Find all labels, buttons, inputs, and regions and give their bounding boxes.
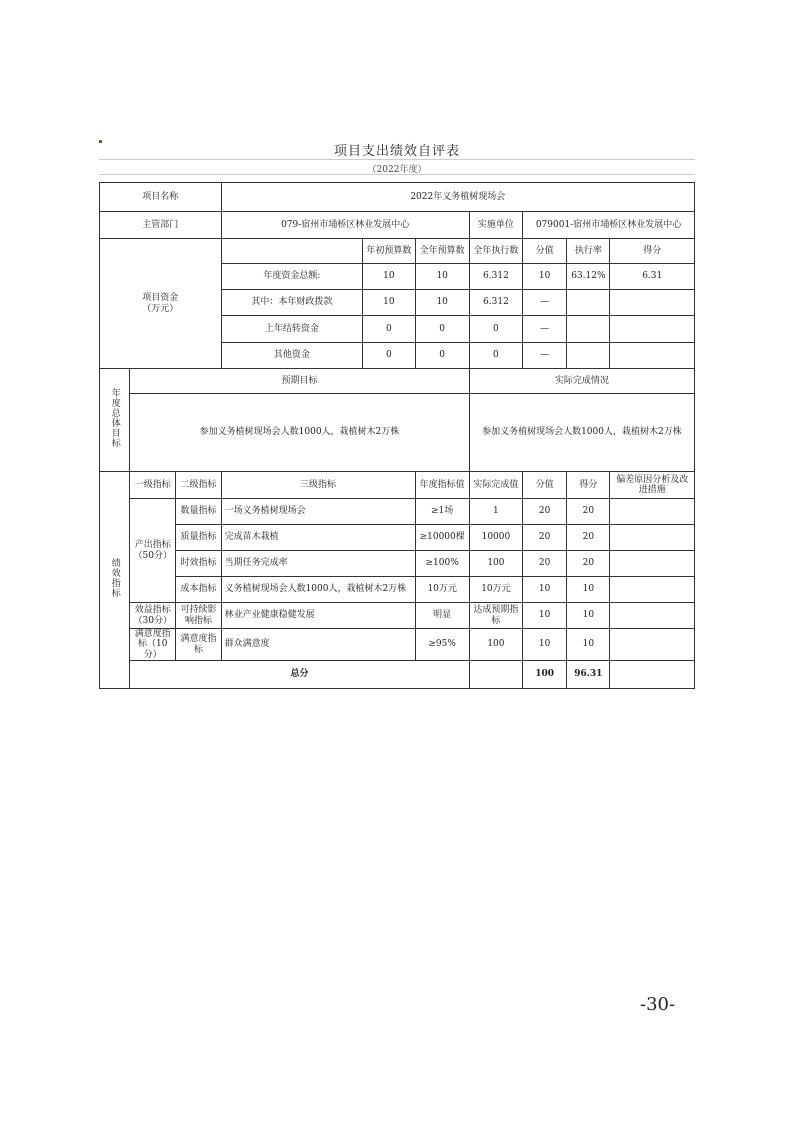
funds-cell: 0 bbox=[415, 343, 469, 369]
expected-goal-text: 参加义务植树现场会人数1000人，栽植树木2万株 bbox=[130, 394, 470, 472]
deviation-cell bbox=[610, 577, 695, 603]
year-subtitle: （2022年度） bbox=[367, 165, 427, 175]
goal-header-row bbox=[100, 369, 695, 394]
actual-status-text: 参加义务植树现场会人数1000人，栽植树木2万株 bbox=[469, 394, 694, 472]
funds-cell bbox=[567, 343, 610, 369]
score-cell: 10 bbox=[567, 603, 610, 629]
page-number: -30- bbox=[640, 994, 676, 1015]
total-score: 96.31 bbox=[567, 661, 610, 689]
deviation-cell bbox=[610, 629, 695, 661]
funds-cell: — bbox=[523, 316, 567, 343]
indicator-row bbox=[100, 551, 695, 577]
deviation-cell bbox=[610, 551, 695, 577]
expected-goal-label: 预期目标 bbox=[130, 369, 470, 394]
satisfaction-group-label: 满意度指 标（10分） bbox=[130, 629, 176, 661]
level3-cell: 一场义务植树现场会 bbox=[221, 499, 415, 525]
funds-cell: 10 bbox=[523, 264, 567, 290]
funds-header-annual: 全年预算数 bbox=[415, 239, 469, 264]
actual-status-label: 实际完成情况 bbox=[469, 369, 694, 394]
funds-cell bbox=[610, 343, 695, 369]
funds-cell: 0 bbox=[469, 343, 522, 369]
funds-cell: 6.31 bbox=[610, 264, 695, 290]
total-blank bbox=[610, 661, 695, 689]
annual-goal-label: 年度总体目标 bbox=[100, 369, 130, 472]
dept-label: 主管部门 bbox=[100, 212, 222, 239]
indicator-header-cell: 实际完成值 bbox=[469, 472, 522, 499]
funds-cell bbox=[610, 290, 695, 316]
indicator-header-cell: 三级指标 bbox=[221, 472, 415, 499]
funds-cell: 10 bbox=[363, 290, 415, 316]
total-label: 总分 bbox=[130, 661, 470, 689]
indicator-header-cell: 分值 bbox=[523, 472, 567, 499]
funds-cell: 0 bbox=[363, 316, 415, 343]
score-cell: 10 bbox=[567, 577, 610, 603]
deviation-cell bbox=[610, 525, 695, 551]
funds-cell: — bbox=[523, 290, 567, 316]
funds-cell: 6.312 bbox=[469, 290, 522, 316]
perf-index-label: 绩效指标 bbox=[100, 472, 130, 689]
page-title: 项目支出绩效自评表 bbox=[333, 144, 460, 159]
score-cell: 20 bbox=[567, 499, 610, 525]
funds-header-row bbox=[100, 239, 695, 264]
target-cell: 明显 bbox=[415, 603, 469, 629]
goal-content-row bbox=[100, 394, 695, 472]
funds-cell: 10 bbox=[415, 290, 469, 316]
project-name-label: 项目名称 bbox=[100, 183, 222, 212]
impl-unit-label: 实施单位 bbox=[469, 212, 522, 239]
level2-cell: 满意度指 标 bbox=[176, 629, 221, 661]
value-cell: 10 bbox=[523, 577, 567, 603]
divider bbox=[99, 159, 695, 160]
total-row bbox=[100, 661, 695, 689]
target-cell: ≥1场 bbox=[415, 499, 469, 525]
total-value: 100 bbox=[523, 661, 567, 689]
level2-cell: 时效指标 bbox=[176, 551, 221, 577]
funds-row-label: 上年结转资金 bbox=[221, 316, 363, 343]
indicator-header-cell: 得分 bbox=[567, 472, 610, 499]
funds-label: 项目资金 （万元） bbox=[100, 239, 222, 369]
score-cell: 20 bbox=[567, 525, 610, 551]
indicator-header-cell: 一级指标 bbox=[130, 472, 176, 499]
deviation-cell bbox=[610, 499, 695, 525]
level3-cell: 当期任务完成率 bbox=[221, 551, 415, 577]
level2-cell: 成本指标 bbox=[176, 577, 221, 603]
actual-cell: 100 bbox=[469, 551, 522, 577]
level2-cell: 可持续影 响指标 bbox=[176, 603, 221, 629]
row-department bbox=[100, 212, 695, 239]
actual-cell: 达成预期指 标 bbox=[469, 603, 522, 629]
value-cell: 20 bbox=[523, 551, 567, 577]
level3-cell: 义务植树现场会人数1000人，栽植树木2万株 bbox=[221, 577, 415, 603]
funds-cell: 6.312 bbox=[469, 264, 522, 290]
actual-cell: 100 bbox=[469, 629, 522, 661]
indicator-row bbox=[100, 525, 695, 551]
target-cell: ≥10000棵 bbox=[415, 525, 469, 551]
funds-row-label: 其中：本年财政拨款 bbox=[221, 290, 363, 316]
funds-cell bbox=[567, 316, 610, 343]
funds-header-score-value: 分值 bbox=[523, 239, 567, 264]
funds-cell: 63.12% bbox=[567, 264, 610, 290]
indicator-header-cell: 二级指标 bbox=[176, 472, 221, 499]
level2-cell: 数量指标 bbox=[176, 499, 221, 525]
dept-value: 079-宿州市埇桥区林业发展中心 bbox=[221, 212, 469, 239]
score-cell: 20 bbox=[567, 551, 610, 577]
funds-cell bbox=[567, 290, 610, 316]
score-cell: 10 bbox=[567, 629, 610, 661]
actual-cell: 10000 bbox=[469, 525, 522, 551]
indicator-row bbox=[100, 629, 695, 661]
actual-cell: 1 bbox=[469, 499, 522, 525]
indicator-header-cell: 年度指标值 bbox=[415, 472, 469, 499]
funds-cell: 0 bbox=[415, 316, 469, 343]
level2-cell: 质量指标 bbox=[176, 525, 221, 551]
indicator-header-cell: 偏差原因分析及改进措施 bbox=[610, 472, 695, 499]
indicator-header-row bbox=[100, 472, 695, 499]
target-cell: ≥95% bbox=[415, 629, 469, 661]
indicator-row bbox=[100, 499, 695, 525]
funds-header-rate: 执行率 bbox=[567, 239, 610, 264]
funds-header-blank bbox=[221, 239, 363, 264]
target-cell: ≥100% bbox=[415, 551, 469, 577]
value-cell: 10 bbox=[523, 629, 567, 661]
actual-cell: 10万元 bbox=[469, 577, 522, 603]
evaluation-table bbox=[99, 182, 695, 689]
row-project-name bbox=[100, 183, 695, 212]
level3-cell: 群众满意度 bbox=[221, 629, 415, 661]
impl-unit-value: 079001-宿州市埇桥区林业发展中心 bbox=[523, 212, 695, 239]
value-cell: 20 bbox=[523, 525, 567, 551]
funds-header-score: 得分 bbox=[610, 239, 695, 264]
value-cell: 20 bbox=[523, 499, 567, 525]
divider bbox=[99, 174, 695, 175]
level3-cell: 完成苗木栽植 bbox=[221, 525, 415, 551]
funds-header-executed: 全年执行数 bbox=[469, 239, 522, 264]
indicator-row bbox=[100, 577, 695, 603]
output-group-label: 产出指标 （50分） bbox=[130, 499, 176, 603]
indicator-row bbox=[100, 603, 695, 629]
deviation-cell bbox=[610, 603, 695, 629]
funds-cell: 10 bbox=[415, 264, 469, 290]
funds-cell: 0 bbox=[469, 316, 522, 343]
benefit-group-label: 效益指标 （30分） bbox=[130, 603, 176, 629]
value-cell: 10 bbox=[523, 603, 567, 629]
funds-header-initial: 年初预算数 bbox=[363, 239, 415, 264]
level3-cell: 林业产业健康稳健发展 bbox=[221, 603, 415, 629]
funds-row-label: 年度资金总额: bbox=[221, 264, 363, 290]
funds-row-label: 其他资金 bbox=[221, 343, 363, 369]
funds-cell: 10 bbox=[363, 264, 415, 290]
project-name-value: 2022年义务植树现场会 bbox=[221, 183, 694, 212]
funds-cell: 0 bbox=[363, 343, 415, 369]
funds-cell: — bbox=[523, 343, 567, 369]
funds-cell bbox=[610, 316, 695, 343]
total-blank bbox=[469, 661, 522, 689]
target-cell: 10万元 bbox=[415, 577, 469, 603]
